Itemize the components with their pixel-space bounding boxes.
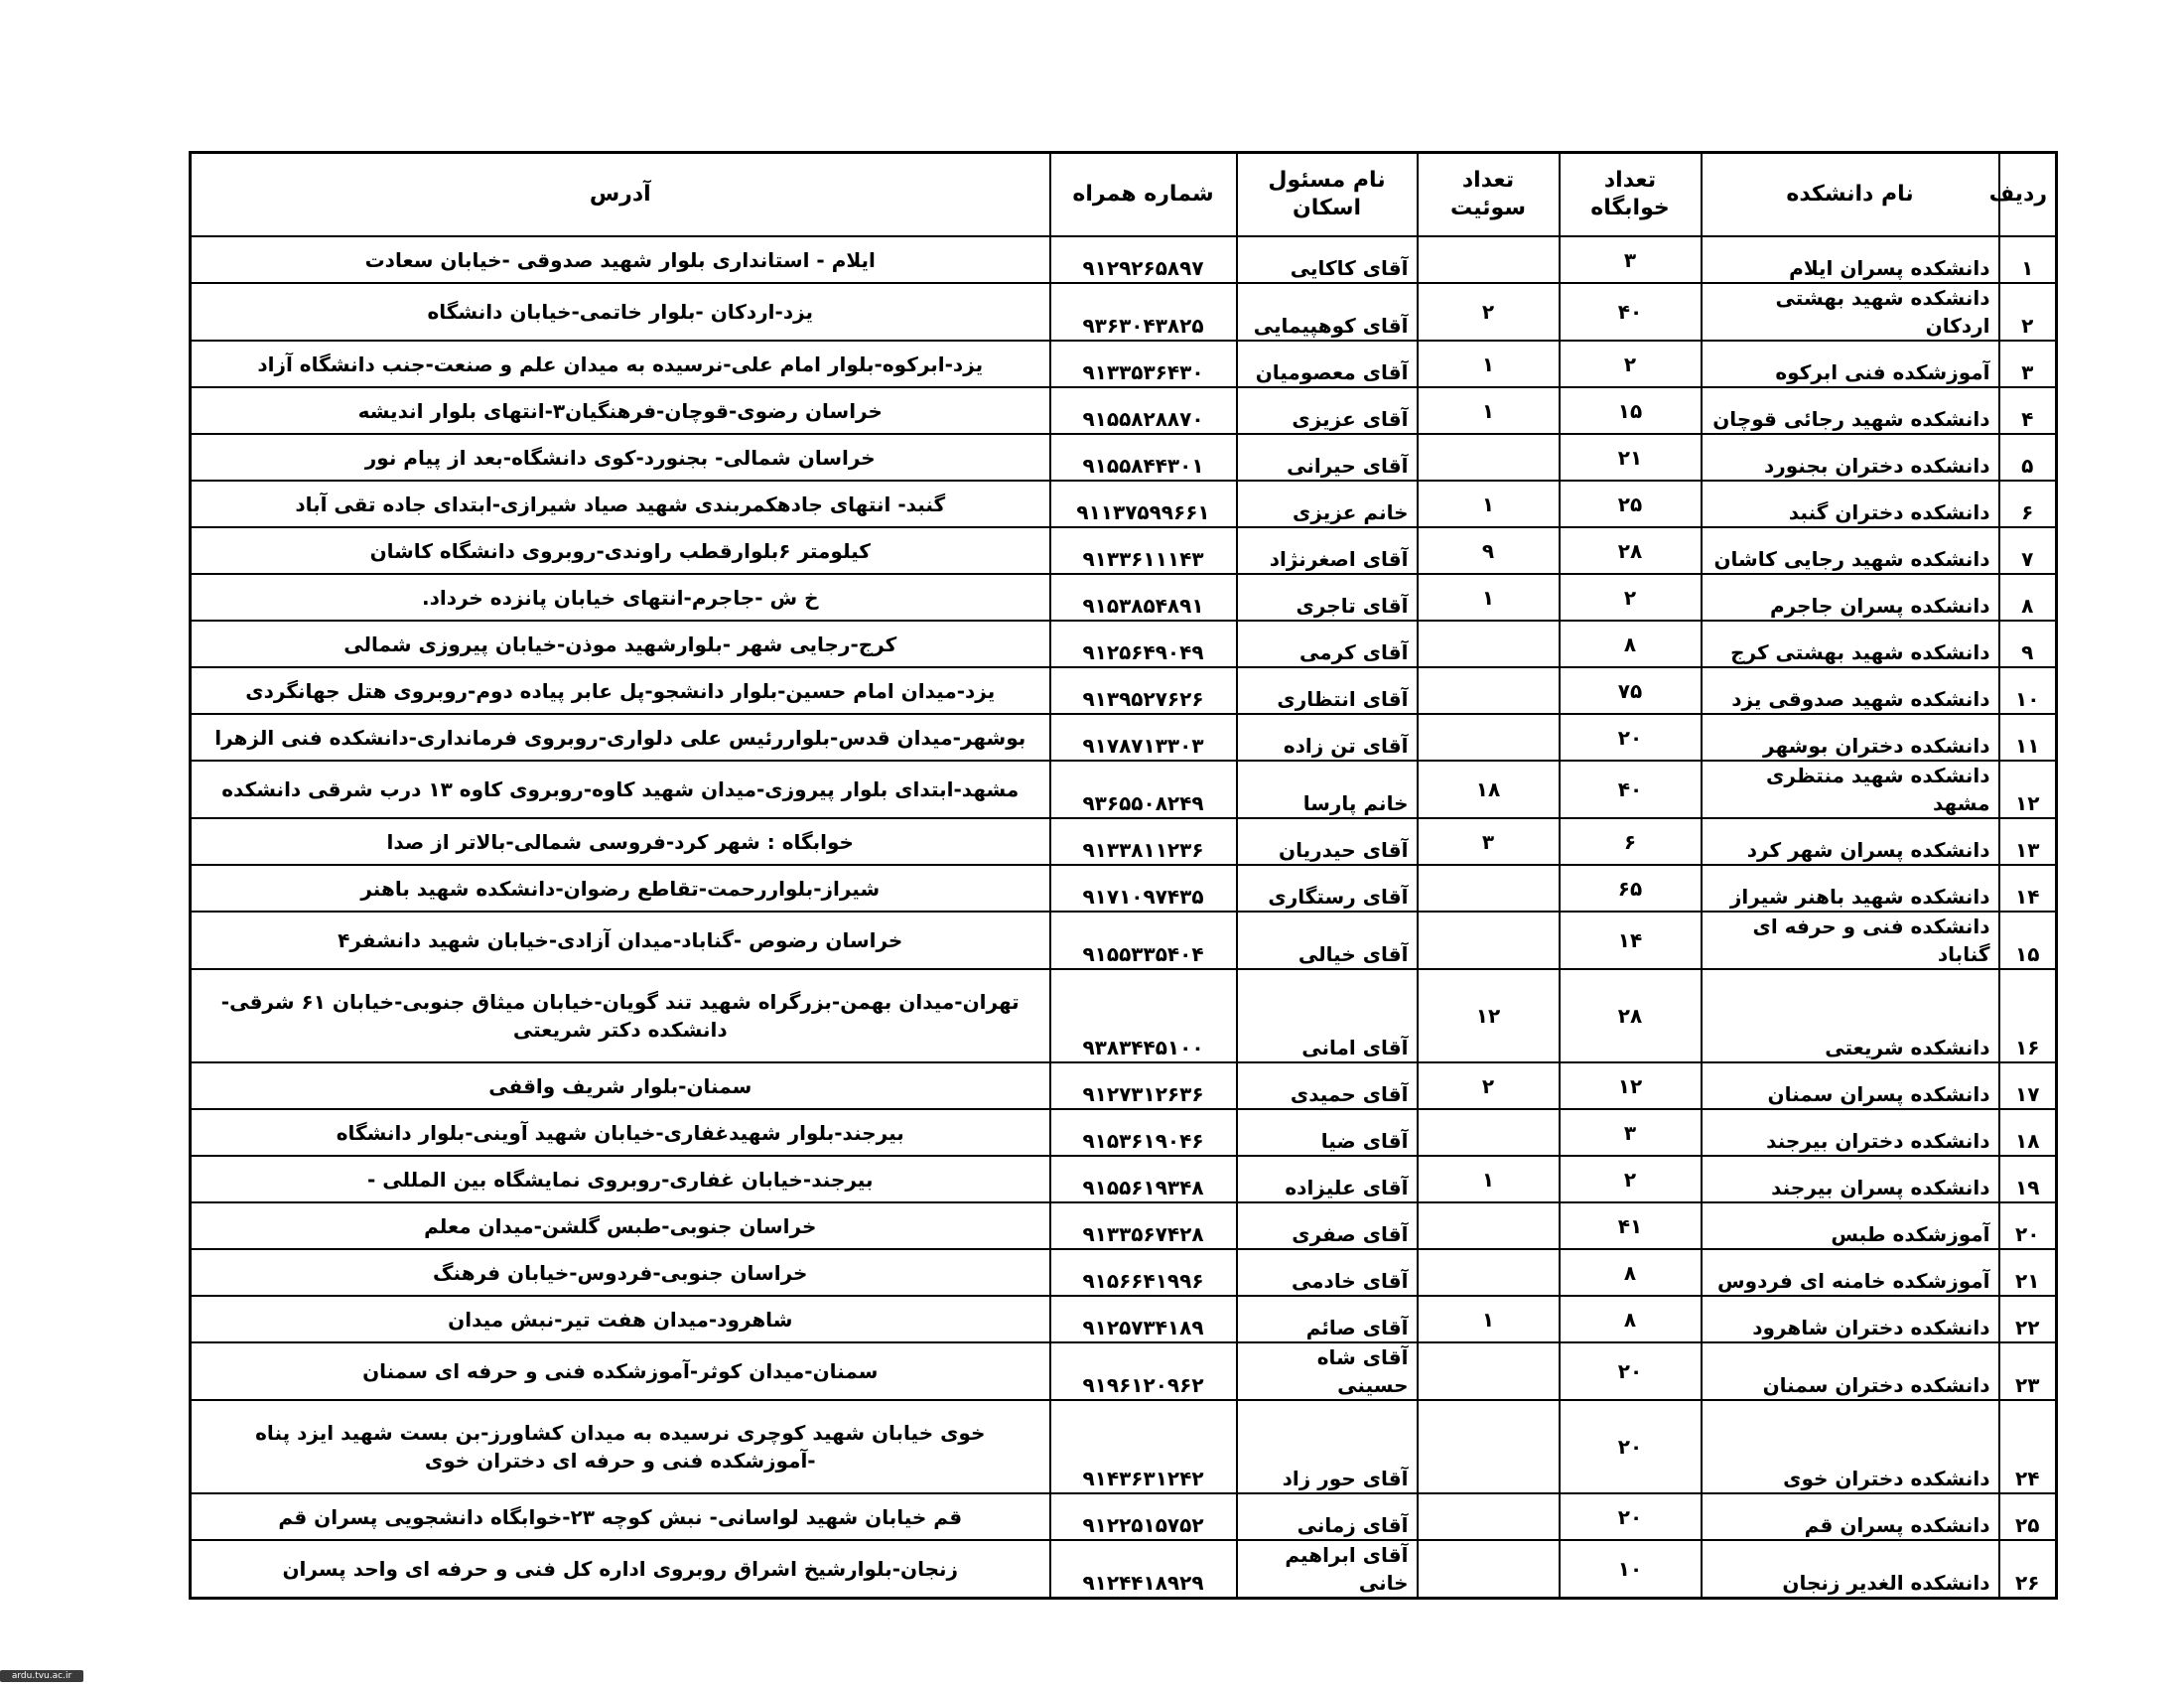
table-row [191,912,2057,969]
housing-officer-cell: آقای تاجری [1237,574,1418,621]
mobile-number-cell: ۹۱۴۳۶۳۱۲۴۲ [1050,1400,1237,1493]
table-row [191,1540,2057,1599]
table-row [191,667,2057,714]
suite-count-cell: ۱۸ [1418,761,1560,818]
housing-officer-cell: آقای خیالی [1237,912,1418,969]
address-cell: خ ش -جاجرم-انتهای خیابان پانزده خرداد. [191,574,1050,621]
address-cell: بیرجند-خیابان غفاری-روبروی نمایشگاه بین المللی - [191,1156,1050,1202]
mobile-number-cell: ۹۱۵۵۶۱۹۳۴۸ [1050,1156,1237,1202]
college-name-cell: دانشکده الغدیر زنجان [1702,1540,1999,1599]
mobile-number-cell: ۹۱۵۳۶۱۹۰۴۶ [1050,1109,1237,1156]
address-cell: بوشهر-میدان قدس-بلواررئیس علی دلواری-روبروی فرمانداری-دانشکده فنی الزهرا [191,714,1050,761]
dorm-count-cell: ۳ [1560,236,1702,283]
suite-count-cell: ۱ [1418,574,1560,621]
address-cell: گنبد- انتهای جادهکمربندی شهید صیاد شیرازی-ابتدای جاده تقی آباد [191,481,1050,527]
row-number-cell: ۱۳ [1999,818,2057,865]
mobile-number-cell: ۹۱۳۹۵۲۷۶۲۶ [1050,667,1237,714]
mobile-number-cell: ۹۱۵۵۳۳۵۴۰۴ [1050,912,1237,969]
row-number-cell: ۳ [1999,341,2057,387]
dorm-count-cell: ۸ [1560,1249,1702,1296]
row-number-cell: ۲۴ [1999,1400,2057,1493]
row-number-cell: ۱ [1999,236,2057,283]
table-row [191,236,2057,283]
housing-officer-cell: آقای انتظاری [1237,667,1418,714]
dorm-count-cell: ۲۵ [1560,481,1702,527]
housing-officer-cell: آقای اصغرنژاد [1237,527,1418,574]
address-cell: خراسان رضوی-قوچان-فرهنگیان۳-انتهای بلوار اندیشه [191,387,1050,434]
housing-officer-cell: خانم عزیزی [1237,481,1418,527]
table-row [191,1400,2057,1493]
suite-count-cell: ۲ [1418,283,1560,341]
address-cell: زنجان-بلوارشیخ اشراق روبروی اداره کل فنی و حرفه ای واحد پسران [191,1540,1050,1599]
mobile-number-cell: ۹۱۲۴۴۱۸۹۲۹ [1050,1540,1237,1599]
dorm-count-cell: ۲۰ [1560,714,1702,761]
college-name-cell: دانشکده شهید منتظری مشهد [1702,761,1999,818]
address-cell: سمنان-میدان کوثر-آموزشکده فنی و حرفه ای سمنان [191,1342,1050,1400]
dorm-count-cell: ۶ [1560,818,1702,865]
dorm-count-cell: ۳ [1560,1109,1702,1156]
dorm-count-cell: ۱۵ [1560,387,1702,434]
table-row [191,761,2057,818]
address-cell: تهران-میدان بهمن-بزرگراه شهید تند گویان-خیابان میثاق جنوبی-خیابان ۶۱ شرقی-دانشکده دکتر شریعتی [191,969,1050,1062]
row-number-cell: ۲۵ [1999,1493,2057,1540]
address-cell: یزد-ابرکوه-بلوار امام علی-نرسیده به میدان علم و صنعت-جنب دانشگاه آزاد [191,341,1050,387]
mobile-number-cell: ۹۱۳۳۸۱۱۲۳۶ [1050,818,1237,865]
row-number-cell: ۹ [1999,621,2057,667]
housing-officer-cell: آقای عزیزی [1237,387,1418,434]
row-number-cell: ۱۲ [1999,761,2057,818]
college-name-cell: دانشکده پسران جاجرم [1702,574,1999,621]
table-row [191,969,2057,1062]
suite-count-cell: ۱ [1418,387,1560,434]
table-row [191,481,2057,527]
mobile-number-cell: ۹۱۲۵۷۳۴۱۸۹ [1050,1296,1237,1342]
row-number-cell: ۱۱ [1999,714,2057,761]
header-address: آدرس [191,153,1050,237]
table-row [191,1493,2057,1540]
suite-count-cell [1418,1202,1560,1249]
header-housing-officer: نام مسئول اسکان [1237,153,1418,237]
header-row-number: ردیف [1999,153,2057,237]
suite-count-cell: ۱ [1418,481,1560,527]
address-cell: خراسان رضوص -گناباد-میدان آزادی-خیابان شهید دانشفر۴ [191,912,1050,969]
row-number-cell: ۱۵ [1999,912,2057,969]
dorm-count-cell: ۷۵ [1560,667,1702,714]
dorm-count-cell: ۶۵ [1560,865,1702,912]
mobile-number-cell: ۹۱۲۷۳۱۲۶۳۶ [1050,1062,1237,1109]
college-name-cell: دانشکده پسران شهر کرد [1702,818,1999,865]
college-name-cell: دانشکده شهید رجائی قوچان [1702,387,1999,434]
housing-officer-cell: آقای تن زاده [1237,714,1418,761]
mobile-number-cell: ۹۱۵۵۸۴۴۳۰۱ [1050,434,1237,481]
housing-officer-cell: آقای رستگاری [1237,865,1418,912]
suite-count-cell [1418,912,1560,969]
dorm-count-cell: ۴۰ [1560,283,1702,341]
college-name-cell: آموزشکده فنی ابرکوه [1702,341,1999,387]
row-number-cell: ۲۰ [1999,1202,2057,1249]
mobile-number-cell: ۹۱۷۸۷۱۳۳۰۳ [1050,714,1237,761]
table-row [191,1156,2057,1202]
housing-officer-cell: آقای صائم [1237,1296,1418,1342]
mobile-number-cell: ۹۳۶۵۵۰۸۲۴۹ [1050,761,1237,818]
college-name-cell: دانشکده دختران خوی [1702,1400,1999,1493]
mobile-number-cell: ۹۱۵۳۸۵۴۸۹۱ [1050,574,1237,621]
dorm-count-cell: ۱۲ [1560,1062,1702,1109]
college-name-cell: دانشکده دختران بجنورد [1702,434,1999,481]
row-number-cell: ۲۳ [1999,1342,2057,1400]
dorm-count-cell: ۸ [1560,1296,1702,1342]
housing-officer-cell: آقای صفری [1237,1202,1418,1249]
table-row [191,818,2057,865]
header-dorm-count: تعداد خوابگاه [1560,153,1702,237]
dorm-count-cell: ۱۰ [1560,1540,1702,1599]
housing-officer-cell: خانم پارسا [1237,761,1418,818]
row-number-cell: ۶ [1999,481,2057,527]
row-number-cell: ۲۲ [1999,1296,2057,1342]
housing-officer-cell: آقای حمیدی [1237,1062,1418,1109]
housing-officer-cell: آقای شاه حسینی [1237,1342,1418,1400]
housing-officer-cell: آقای امانی [1237,969,1418,1062]
table-row [191,527,2057,574]
row-number-cell: ۷ [1999,527,2057,574]
row-number-cell: ۲۱ [1999,1249,2057,1296]
college-name-cell: دانشکده دختران سمنان [1702,1342,1999,1400]
dorm-count-cell: ۲۸ [1560,527,1702,574]
suite-count-cell: ۳ [1418,818,1560,865]
row-number-cell: ۱۷ [1999,1062,2057,1109]
housing-officer-cell: آقای حیرانی [1237,434,1418,481]
college-name-cell: دانشکده دختران بیرجند [1702,1109,1999,1156]
college-name-cell: دانشکده شهید بهشتی اردکان [1702,283,1999,341]
header-mobile-number: شماره همراه [1050,153,1237,237]
table-row [191,865,2057,912]
college-name-cell: دانشکده دختران بوشهر [1702,714,1999,761]
table-body [191,236,2057,1599]
address-cell: ایلام - استانداری بلوار شهید صدوقی -خیابان سعادت [191,236,1050,283]
address-cell: قم خیابان شهید لواسانی- نبش کوچه ۲۳-خوابگاه دانشجویی پسران قم [191,1493,1050,1540]
mobile-number-cell: ۹۱۲۲۵۱۵۷۵۲ [1050,1493,1237,1540]
housing-officer-cell: آقای کرمی [1237,621,1418,667]
address-cell: خراسان جنوبی-طبس گلشن-میدان معلم [191,1202,1050,1249]
college-name-cell: دانشکده شریعتی [1702,969,1999,1062]
college-name-cell: دانشکده شهید باهنر شیراز [1702,865,1999,912]
housing-officer-cell: آقای حور زاد [1237,1400,1418,1493]
suite-count-cell [1418,236,1560,283]
dorm-count-cell: ۲۱ [1560,434,1702,481]
suite-count-cell [1418,667,1560,714]
table-row [191,1249,2057,1296]
suite-count-cell: ۱ [1418,1156,1560,1202]
address-cell: خوی خیابان شهید کوچری نرسیده به میدان کشاورز-بن بست شهید ایزد پناه -آموزشکده فنی و حرفه ای دختران خوی [191,1400,1050,1493]
table-row [191,1202,2057,1249]
address-cell: سمنان-بلوار شریف واقفی [191,1062,1050,1109]
dorm-count-cell: ۲ [1560,341,1702,387]
header-row [191,153,2057,237]
mobile-number-cell: ۹۱۳۳۵۳۶۴۳۰ [1050,341,1237,387]
dorm-count-cell: ۲۰ [1560,1400,1702,1493]
table-row [191,434,2057,481]
row-number-cell: ۱۹ [1999,1156,2057,1202]
row-number-cell: ۸ [1999,574,2057,621]
college-name-cell: دانشکده فنی و حرفه ای گناباد [1702,912,1999,969]
mobile-number-cell: ۹۱۱۳۷۵۹۹۶۶۱ [1050,481,1237,527]
dorm-count-cell: ۲ [1560,1156,1702,1202]
housing-officer-cell: آقای کاکایی [1237,236,1418,283]
dorm-count-cell: ۲۰ [1560,1342,1702,1400]
row-number-cell: ۲۶ [1999,1540,2057,1599]
suite-count-cell: ۱ [1418,341,1560,387]
dorm-count-cell: ۲۸ [1560,969,1702,1062]
row-number-cell: ۱۸ [1999,1109,2057,1156]
header-college-name: نام دانشکده [1702,153,1999,237]
housing-officer-cell: آقای معصومیان [1237,341,1418,387]
table-row [191,1109,2057,1156]
college-name-cell: آموزشکده طبس [1702,1202,1999,1249]
college-name-cell: دانشکده دختران گنبد [1702,481,1999,527]
dorm-count-cell: ۸ [1560,621,1702,667]
dorm-count-cell: ۱۴ [1560,912,1702,969]
address-cell: خراسان جنوبی-فردوس-خیابان فرهنگ [191,1249,1050,1296]
address-cell: شیراز-بلواررحمت-تقاطع رضوان-دانشکده شهید باهنر [191,865,1050,912]
suite-count-cell: ۱ [1418,1296,1560,1342]
housing-table [189,151,2058,1600]
housing-officer-cell: آقای ابراهیم خانی [1237,1540,1418,1599]
table-row [191,283,2057,341]
address-cell: شاهرود-میدان هفت تیر-نبش میدان [191,1296,1050,1342]
address-cell: مشهد-ابتدای بلوار پیروزی-میدان شهید کاوه-روبروی کاوه ۱۳ درب شرقی دانشکده [191,761,1050,818]
suite-count-cell [1418,1540,1560,1599]
suite-count-cell [1418,1493,1560,1540]
mobile-number-cell: ۹۱۷۱۰۹۷۴۳۵ [1050,865,1237,912]
mobile-number-cell: ۹۱۲۹۲۶۵۸۹۷ [1050,236,1237,283]
address-cell: یزد-میدان امام حسین-بلوار دانشجو-پل عابر پیاده دوم-روبروی هتل جهانگردی [191,667,1050,714]
row-number-cell: ۴ [1999,387,2057,434]
mobile-number-cell: ۹۳۶۳۰۴۳۸۲۵ [1050,283,1237,341]
mobile-number-cell: ۹۱۵۶۶۴۱۹۹۶ [1050,1249,1237,1296]
table-row [191,714,2057,761]
housing-officer-cell: آقای علیزاده [1237,1156,1418,1202]
row-number-cell: ۱۴ [1999,865,2057,912]
table-row [191,341,2057,387]
table-row [191,387,2057,434]
address-cell: کیلومتر ۶بلوارقطب راوندی-روبروی دانشگاه کاشان [191,527,1050,574]
college-name-cell: دانشکده پسران ایلام [1702,236,1999,283]
suite-count-cell [1418,714,1560,761]
college-name-cell: دانشکده پسران سمنان [1702,1062,1999,1109]
row-number-cell: ۲ [1999,283,2057,341]
mobile-number-cell: ۹۱۲۵۶۴۹۰۴۹ [1050,621,1237,667]
mobile-number-cell: ۹۱۵۵۸۲۸۸۷۰ [1050,387,1237,434]
header-suite-count: تعداد سوئیت [1418,153,1560,237]
address-cell: کرج-رجایی شهر -بلوارشهید موذن-خیابان پیروزی شمالی [191,621,1050,667]
suite-count-cell: ۱۲ [1418,969,1560,1062]
mobile-number-cell: ۹۱۹۶۱۲۰۹۶۲ [1050,1342,1237,1400]
dorm-count-cell: ۴۰ [1560,761,1702,818]
housing-officer-cell: آقای زمانی [1237,1493,1418,1540]
address-cell: بیرجند-بلوار شهیدغفاری-خیابان شهید آوینی-بلوار دانشگاه [191,1109,1050,1156]
college-name-cell: دانشکده دختران شاهرود [1702,1296,1999,1342]
housing-officer-cell: آقای خادمی [1237,1249,1418,1296]
dorm-count-cell: ۴۱ [1560,1202,1702,1249]
table-row [191,574,2057,621]
college-name-cell: دانشکده پسران قم [1702,1493,1999,1540]
row-number-cell: ۵ [1999,434,2057,481]
mobile-number-cell: ۹۳۸۳۴۴۵۱۰۰ [1050,969,1237,1062]
college-name-cell: دانشکده شهید بهشتی کرج [1702,621,1999,667]
college-name-cell: دانشکده شهید صدوقی یزد [1702,667,1999,714]
housing-officer-cell: آقای کوهپیمایی [1237,283,1418,341]
suite-count-cell [1418,1342,1560,1400]
suite-count-cell: ۹ [1418,527,1560,574]
site-watermark: ardu.tvu.ac.ir [0,1670,83,1682]
dorm-count-cell: ۲۰ [1560,1493,1702,1540]
housing-officer-cell: آقای حیدریان [1237,818,1418,865]
mobile-number-cell: ۹۱۳۳۶۱۱۱۴۳ [1050,527,1237,574]
row-number-cell: ۱۰ [1999,667,2057,714]
mobile-number-cell: ۹۱۳۳۵۶۷۴۲۸ [1050,1202,1237,1249]
suite-count-cell [1418,434,1560,481]
address-cell: یزد-اردکان -بلوار خاتمی-خیابان دانشگاه [191,283,1050,341]
table-row [191,1342,2057,1400]
suite-count-cell [1418,1109,1560,1156]
row-number-cell: ۱۶ [1999,969,2057,1062]
dorm-count-cell: ۲ [1560,574,1702,621]
suite-count-cell [1418,1249,1560,1296]
table-row [191,1062,2057,1109]
housing-officer-cell: آقای ضیا [1237,1109,1418,1156]
suite-count-cell [1418,865,1560,912]
suite-count-cell [1418,621,1560,667]
college-name-cell: دانشکده پسران بیرجند [1702,1156,1999,1202]
table-row [191,1296,2057,1342]
suite-count-cell [1418,1400,1560,1493]
address-cell: خراسان شمالی- بجنورد-کوی دانشگاه-بعد از پیام نور [191,434,1050,481]
college-name-cell: دانشکده شهید رجایی کاشان [1702,527,1999,574]
suite-count-cell: ۲ [1418,1062,1560,1109]
table-row [191,621,2057,667]
address-cell: خوابگاه : شهر کرد-فروسی شمالی-بالاتر از صدا [191,818,1050,865]
college-name-cell: آموزشکده خامنه ای فردوس [1702,1249,1999,1296]
